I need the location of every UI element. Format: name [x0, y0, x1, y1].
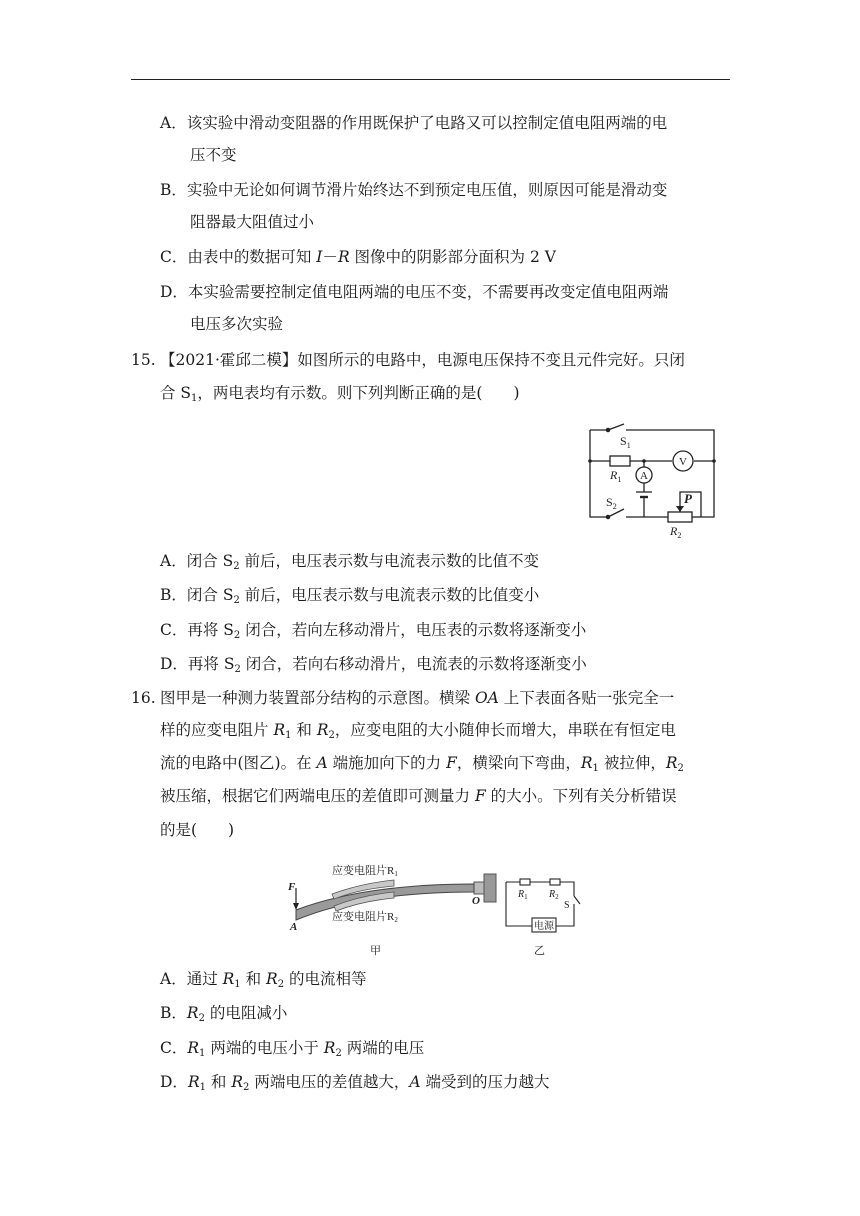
- s2-label: $S_2$: [606, 495, 617, 511]
- q14-option-c: C．由表中的数据可知 I－R 图像中的阴影部分面积为 2 V: [160, 248, 556, 266]
- q15-option-d: D．再将 $S_2$ 闭合，若向右移动滑片，电流表的示数将逐渐变小: [160, 655, 587, 675]
- q15-stem-line1: 【2021·霍邱二模】如图所示的电路中，电源电压保持不变且元件完好。只闭: [160, 351, 685, 369]
- q15-option-c: C．再将 $S_2$ 闭合，若向左移动滑片，电压表的示数将逐渐变小: [160, 621, 587, 641]
- power-source-label: 电源: [534, 921, 554, 932]
- slider-p-label: P: [684, 491, 692, 506]
- q15-option-b: B．闭合 $S_2$ 前后，电压表示数与电流表示数的比值变小: [160, 586, 540, 606]
- q14-option-b-line1: B．实验中无论如何调节滑片始终达不到预定电压值，则原因可能是滑动变: [160, 181, 668, 199]
- q16-option-d: D．$R_1$ 和 $R_2$ 两端电压的差值越大，A 端受到的压力越大: [160, 1073, 550, 1093]
- q16-number: 16.: [131, 689, 156, 707]
- q16-stem-line4: 被压缩，根据它们两端电压的差值即可测量力 F 的大小。下列有关分析错误: [160, 787, 677, 805]
- ammeter-label: A: [640, 470, 648, 482]
- gauge-r1-label: 应变电阻片R1: [332, 865, 398, 878]
- q15-number: 15.: [131, 351, 156, 369]
- header-rule: [131, 79, 730, 80]
- circuit-r2-label: $R_2$: [549, 889, 559, 901]
- circuit-r1-label: $R_1$: [518, 889, 528, 901]
- r2-label: $R_2$: [670, 524, 682, 540]
- q15-circuit-diagram: [584, 418, 730, 544]
- q14-option-b-line2: 阻器最大阻值过小: [190, 213, 315, 231]
- q16-option-c: C．$R_1$ 两端的电压小于 $R_2$ 两端的电压: [160, 1039, 425, 1059]
- force-f-label: F: [288, 881, 296, 893]
- point-o-label: O: [472, 895, 480, 907]
- q16-figure-jia: [284, 858, 500, 958]
- caption-jia: 甲: [370, 945, 381, 957]
- q15-option-a: A．闭合 $S_2$ 前后，电压表示数与电流表示数的比值不变: [160, 552, 540, 572]
- q14-option-a-line1: A．该实验中滑动变阻器的作用既保护了电路又可以控制定值电阻两端的电: [160, 114, 668, 132]
- q16-option-b: B．$R_2$ 的电阻减小: [160, 1004, 288, 1024]
- q15-stem-line2: 合 $S_1$，两电表均有示数。则下列判断正确的是( ): [160, 384, 520, 404]
- q14-option-d-line1: D．本实验需要控制定值电阻两端的电压不变，不需要再改变定值电阻两端: [160, 283, 669, 301]
- caption-yi: 乙: [534, 945, 545, 957]
- q16-stem-line1: 图甲是一种测力装置部分结构的示意图。横梁 OA 上下表面各贴一张完全一: [160, 689, 675, 707]
- q16-option-a: A．通过 $R_1$ 和 $R_2$ 的电流相等: [160, 970, 367, 990]
- point-a-label: A: [290, 921, 298, 933]
- circuit-switch-label: S: [564, 900, 570, 911]
- r1-label: $R_1$: [610, 468, 622, 484]
- s1-label: $S_1$: [620, 434, 631, 450]
- voltmeter-label: V: [679, 456, 687, 468]
- gauge-r2-label: 应变电阻片R2: [332, 911, 398, 924]
- q14-option-d-line2: 电压多次实验: [190, 315, 284, 333]
- q16-stem-line5: 的是( ): [160, 821, 235, 839]
- q16-stem-line3: 流的电路中(图乙)。在 A 端施加向下的力 F，横梁向下弯曲，$R_1$ 被拉伸，$R_2$: [160, 754, 684, 774]
- q14-option-a-line2: 压不变: [190, 146, 237, 164]
- q16-figure-yi: [502, 870, 584, 958]
- q16-stem-line2: 样的应变电阻片 $R_1$ 和 $R_2$，应变电阻的大小随伸长而增大，串联在有恒定电: [160, 721, 676, 741]
